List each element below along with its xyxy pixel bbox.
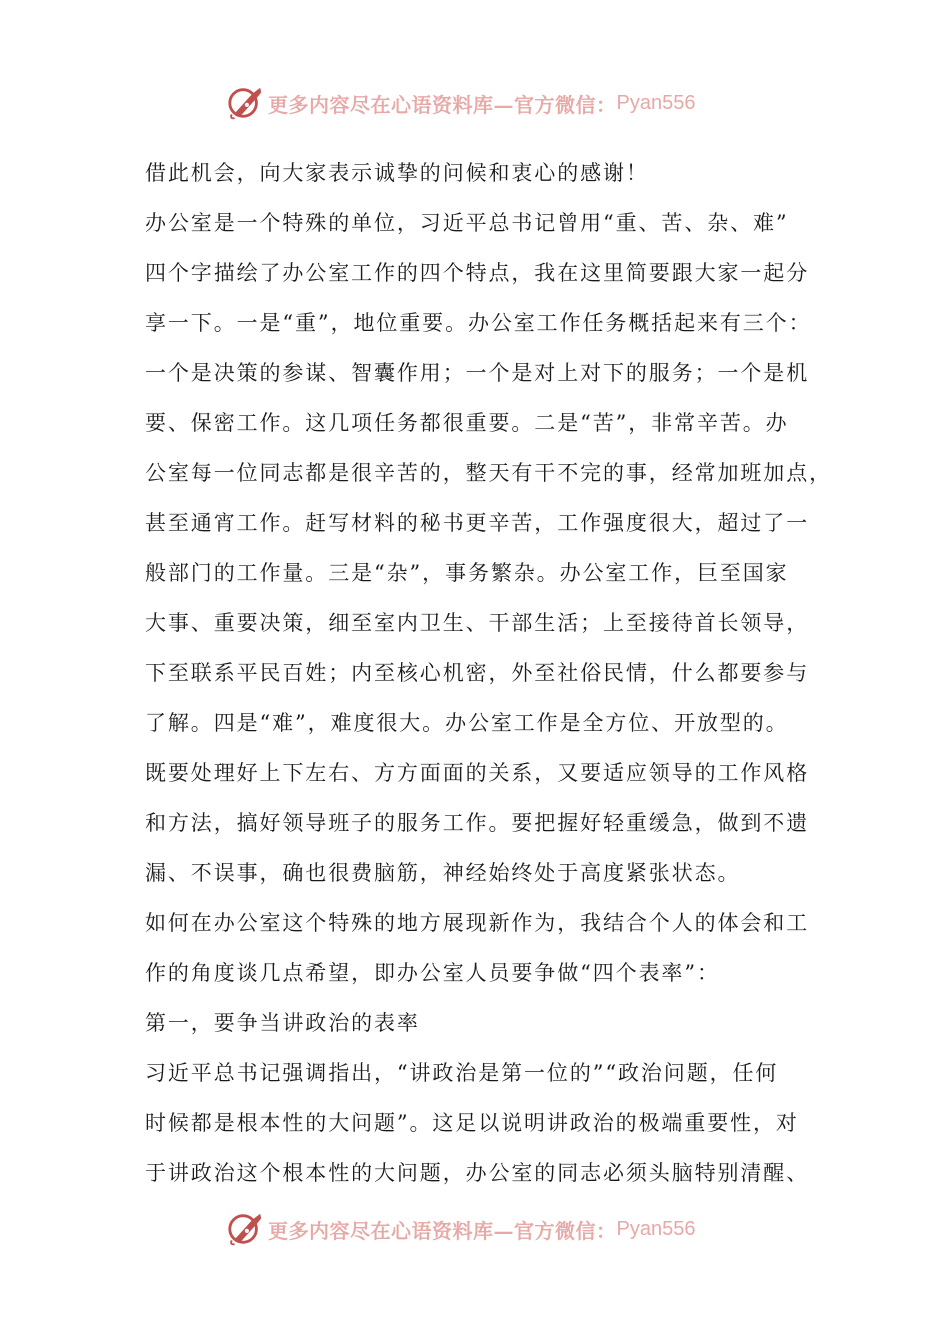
text-line: 般部门的工作量。三是“杂”，事务繁杂。办公室工作，巨至国家 bbox=[145, 561, 789, 585]
text-line: 如何在办公室这个特殊的地方展现新作为，我结合个人的体会和工 bbox=[145, 911, 810, 935]
text-line: 了解。四是“难”，难度很大。办公室工作是全方位、开放型的。 bbox=[145, 711, 789, 735]
document-body bbox=[145, 148, 832, 1198]
text-line: 大事、重要决策，细至室内卫生、干部生活；上至接待首长领导， bbox=[145, 611, 810, 635]
watermark-wechat-label: 官方微信： bbox=[514, 92, 617, 117]
watermark-main-text: 更多内容尽在心语资料库— bbox=[268, 1218, 514, 1243]
pen-nib-logo-icon bbox=[226, 1210, 264, 1248]
text-line: 甚至通宵工作。赶写材料的秘书更辛苦，工作强度很大，超过了一 bbox=[145, 511, 810, 535]
footer-watermark bbox=[226, 1209, 695, 1249]
text-line: 作的角度谈几点希望，即办公室人员要争做“四个表率”： bbox=[145, 961, 720, 985]
text-line: 于讲政治这个根本性的大问题，办公室的同志必须头脑特别清醒、 bbox=[145, 1161, 810, 1185]
watermark-wechat-id: Pyan556 bbox=[616, 1217, 696, 1240]
text-line: 下至联系平民百姓；内至核心机密，外至社俗民情，什么都要参与 bbox=[145, 661, 810, 685]
text-line: 一个是决策的参谋、智囊作用；一个是对上对下的服务；一个是机 bbox=[145, 361, 810, 385]
header-watermark bbox=[226, 83, 695, 123]
text-line: 和方法，搞好领导班子的服务工作。要把握好轻重缓急，做到不遗 bbox=[145, 811, 810, 835]
text-line: 享一下。一是“重”，地位重要。办公室工作任务概括起来有三个： bbox=[145, 311, 812, 335]
text-line: 四个字描绘了办公室工作的四个特点，我在这里简要跟大家一起分 bbox=[145, 261, 810, 285]
pen-nib-logo-icon bbox=[226, 84, 264, 122]
text-line: 漏、不误事，确也很费脑筋，神经始终处于高度紧张状态。 bbox=[145, 861, 741, 885]
watermark-wechat-label: 官方微信： bbox=[514, 1218, 617, 1243]
text-line: 时候都是根本性的大问题”。这足以说明讲政治的极端重要性，对 bbox=[145, 1111, 799, 1135]
text-line: 习近平总书记强调指出，“讲政治是第一位的”“政治问题，任何 bbox=[145, 1061, 779, 1085]
text-line: 公室每一位同志都是很辛苦的，整天有干不完的事，经常加班加点， bbox=[145, 461, 832, 485]
section-heading: 第一，要争当讲政治的表率 bbox=[145, 1011, 420, 1035]
watermark-wechat-id: Pyan556 bbox=[616, 91, 696, 114]
text-line: 借此机会，向大家表示诚挚的问候和衷心的感谢！ bbox=[145, 161, 649, 185]
text-line: 要、保密工作。这几项任务都很重要。二是“苦”，非常辛苦。办 bbox=[145, 411, 789, 435]
text-line: 既要处理好上下左右、方方面面的关系，又要适应领导的工作风格 bbox=[145, 761, 810, 785]
text-line: 办公室是一个特殊的单位，习近平总书记曾用“重、苦、杂、难” bbox=[145, 211, 789, 235]
watermark-main-text: 更多内容尽在心语资料库— bbox=[268, 92, 514, 117]
